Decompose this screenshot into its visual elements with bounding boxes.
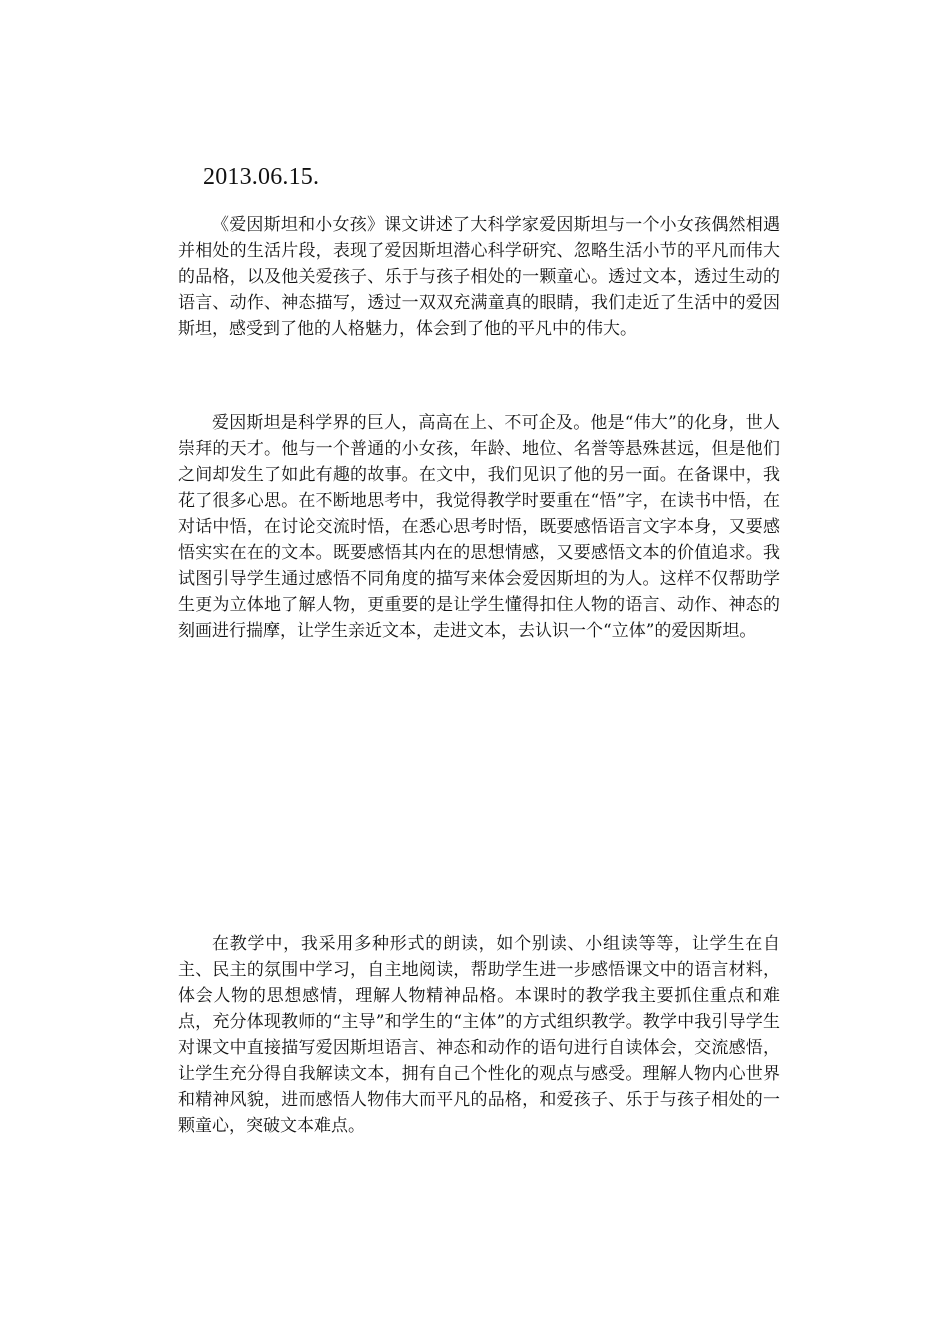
paragraph-1: 《爱因斯坦和小女孩》课文讲述了大科学家爱因斯坦与一个小女孩偶然相遇并相处的生活片段，表现了爱因斯坦潜心科学研究、忽略生活小节的平凡而伟大的品格，以及他关爱孩子、乐于与孩子相处的一颗童心。透过文本，透过生动的语言、动作、神态描写，透过一双双充满童真的眼睛，我们走近了生活中的爱因斯坦，感受到了他的人格魅力，体会到了他的平凡中的伟大。 [178,215,780,339]
paragraph-3: 在教学中，我采用多种形式的朗读，如个别读、小组读等等，让学生在自主、民主的氛围中学习，自主地阅读，帮助学生进一步感悟课文中的语言材料，体会人物的思想感情，理解人物精神品格。本课时的教学我主要抓住重点和难点，充分体现教师的“主导”和学生的“主体”的方式组织教学。教学中我引导学生对课文中直接描写爱因斯坦语言、神态和动作的语句进行自读体会，交流感悟，让学生充分得自我解读文本，拥有自己个性化的观点与感受。理解人物内心世界和精神风貌，进而感悟人物伟大而平凡的品格，和爱孩子、乐于与孩子相处的一颗童心，突破文本难点。 [178,934,780,1136]
paragraph-2: 爱因斯坦是科学界的巨人，高高在上、不可企及。他是“伟大”的化身，世人崇拜的天才。他与一个普通的小女孩，年龄、地位、名誉等悬殊甚远，但是他们之间却发生了如此有趣的故事。在文中，我们见识了他的另一面。在备课中，我花了很多心思。在不断地思考中，我觉得教学时要重在“悟”字，在读书中悟，在对话中悟，在讨论交流时悟，在悉心思考时悟，既要感悟语言文字本身，又要感悟实实在在的文本。既要感悟其内在的思想情感，又要感悟文本的价值追求。我试图引导学生通过感悟不同角度的描写来体会爱因斯坦的为人。这样不仅帮助学生更为立体地了解人物，更重要的是让学生懂得扣住人物的语言、动作、神态的刻画进行揣摩，让学生亲近文本，走进文本，去认识一个“立体”的爱因斯坦。 [178,413,780,641]
document-date: 2013.06.15. [203,164,320,190]
